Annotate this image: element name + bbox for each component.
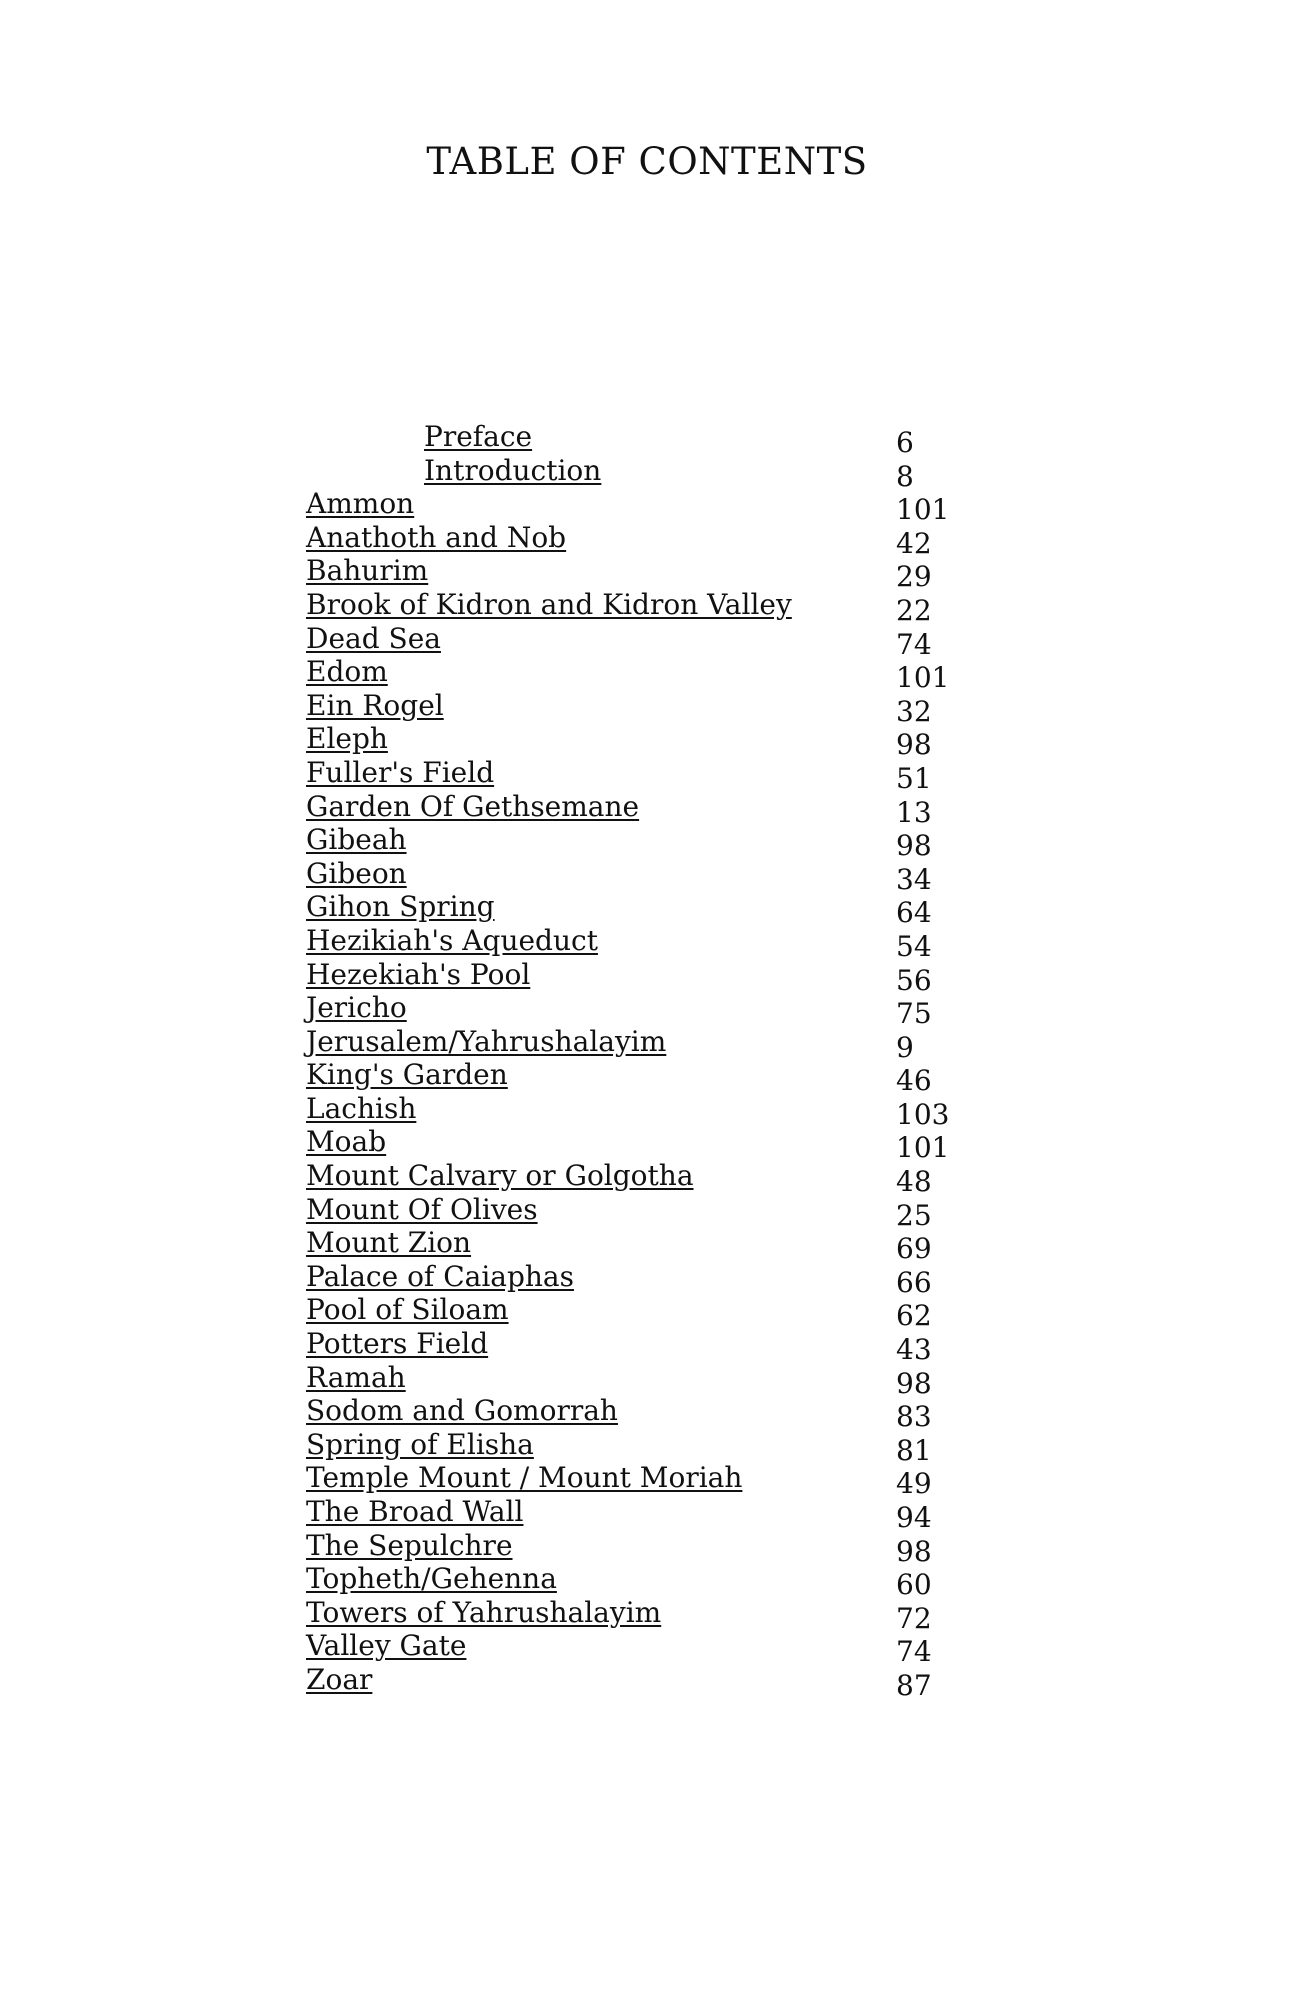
- toc-entry-link[interactable]: Bahurim: [306, 554, 429, 588]
- toc-entry: [0, 890, 1294, 930]
- toc-entry: [0, 1024, 1294, 1064]
- toc-entry: [0, 655, 1294, 695]
- toc-entry: [0, 1192, 1294, 1232]
- toc-entry-link[interactable]: Dead Sea: [306, 621, 441, 655]
- toc-entry-link[interactable]: Spring of Elisha: [306, 1427, 534, 1461]
- toc-entry: [0, 1427, 1294, 1467]
- toc-page-number: 74: [896, 1635, 932, 1669]
- toc-entry-link[interactable]: The Sepulchre: [306, 1528, 513, 1562]
- toc-entry: [0, 1259, 1294, 1299]
- toc-entry: [0, 991, 1294, 1031]
- toc-page-number: 72: [896, 1601, 932, 1635]
- toc-entry: [0, 1226, 1294, 1266]
- toc-entry-link[interactable]: Gibeon: [306, 856, 407, 890]
- toc-page-number: 101: [896, 661, 950, 695]
- toc-entry: [0, 621, 1294, 661]
- toc-entry-link[interactable]: Sodom and Gomorrah: [306, 1394, 618, 1428]
- toc-entry: [0, 755, 1294, 795]
- toc-page-number: 98: [896, 728, 932, 762]
- toc-page-number: 8: [896, 459, 914, 493]
- toc-page-number: 75: [896, 997, 932, 1031]
- toc-page-number: 34: [896, 862, 932, 896]
- toc-entry-link[interactable]: Edom: [306, 655, 388, 689]
- toc-page-number: 62: [896, 1299, 932, 1333]
- toc-entry-link[interactable]: Gihon Spring: [306, 890, 495, 924]
- toc-entry: [0, 1394, 1294, 1434]
- toc-entry: [0, 1293, 1294, 1333]
- toc-entry: [0, 1495, 1294, 1534]
- toc-entry: [0, 487, 1294, 527]
- toc-entry-link[interactable]: Garden Of Gethsemane: [306, 789, 640, 823]
- toc-page-number: 94: [896, 1501, 932, 1534]
- toc-entry-link[interactable]: Zoar: [306, 1662, 373, 1696]
- toc-page-number: 98: [896, 1366, 932, 1400]
- toc-entry-link[interactable]: Brook of Kidron and Kidron Valley: [306, 587, 792, 621]
- toc-entry-link[interactable]: Anathoth and Nob: [306, 520, 567, 554]
- toc-entry-link[interactable]: Ammon: [306, 487, 415, 521]
- toc-entry: [0, 1562, 1294, 1602]
- toc-entry: [0, 420, 1294, 459]
- toc-page-number: 98: [896, 1534, 932, 1568]
- toc-page-number: 29: [896, 560, 932, 594]
- toc-page-number: 32: [896, 694, 932, 728]
- toc-entry-link[interactable]: Introduction: [424, 453, 602, 487]
- toc-entry-link[interactable]: Pool of Siloam: [306, 1293, 509, 1327]
- toc-entry-link[interactable]: Eleph: [306, 722, 388, 756]
- toc-page-number: 101: [896, 493, 950, 527]
- toc-page-number: 101: [896, 1131, 950, 1165]
- toc-page-number: 103: [896, 1097, 950, 1131]
- toc-entry: [0, 1091, 1294, 1131]
- toc-page-number: 22: [896, 593, 932, 627]
- toc-page-number: 54: [896, 929, 932, 963]
- toc-entry-link[interactable]: Towers of Yahrushalayim: [306, 1595, 662, 1629]
- toc-page-number: 98: [896, 829, 932, 863]
- table-of-contents-list: [0, 420, 1294, 1702]
- toc-entry-link[interactable]: Ein Rogel: [306, 688, 444, 722]
- toc-page-number: 74: [896, 627, 932, 661]
- toc-entry-link[interactable]: Temple Mount / Mount Moriah: [306, 1461, 743, 1495]
- toc-entry-link[interactable]: Moab: [306, 1125, 387, 1159]
- toc-entry-link[interactable]: Jericho: [306, 991, 407, 1025]
- toc-entry-link[interactable]: Gibeah: [306, 823, 407, 857]
- toc-entry: [0, 856, 1294, 896]
- toc-entry: [0, 823, 1294, 863]
- toc-entry-link[interactable]: Valley Gate: [306, 1629, 467, 1663]
- toc-page-number: 64: [896, 896, 932, 930]
- toc-page-number: 13: [896, 795, 932, 829]
- toc-page-number: 49: [896, 1467, 932, 1501]
- toc-entry-link[interactable]: Jerusalem/Yahrushalayim: [306, 1024, 667, 1058]
- toc-page-number: 25: [896, 1198, 932, 1232]
- toc-entry-link[interactable]: Potters Field: [306, 1327, 489, 1361]
- toc-page-number: 43: [896, 1333, 932, 1367]
- toc-entry: [0, 722, 1294, 762]
- toc-entry: [0, 1461, 1294, 1501]
- toc-entry: [0, 923, 1294, 963]
- toc-page-number: 48: [896, 1165, 932, 1199]
- toc-entry-link[interactable]: Ramah: [306, 1360, 406, 1394]
- toc-page-number: 9: [896, 1030, 914, 1064]
- toc-entry: [0, 520, 1294, 560]
- toc-page-number: 6: [896, 426, 914, 459]
- toc-page-number: 56: [896, 963, 932, 997]
- toc-entry: [0, 1629, 1294, 1669]
- toc-entry-link[interactable]: Mount Zion: [306, 1226, 472, 1260]
- toc-entry-link[interactable]: Mount Of Olives: [306, 1192, 538, 1226]
- toc-entry-link[interactable]: Hezikiah's Aqueduct: [306, 923, 598, 957]
- toc-entry: [0, 957, 1294, 997]
- toc-entry-link[interactable]: Lachish: [306, 1091, 417, 1125]
- toc-page-number: 87: [896, 1668, 932, 1702]
- toc-entry-link[interactable]: Fuller's Field: [306, 755, 495, 789]
- toc-page-number: 83: [896, 1400, 932, 1434]
- toc-entry: [0, 688, 1294, 728]
- toc-page-number: 51: [896, 761, 932, 795]
- toc-entry: [0, 1528, 1294, 1568]
- toc-page-number: 81: [896, 1433, 932, 1467]
- toc-entry-link[interactable]: The Broad Wall: [306, 1495, 524, 1528]
- toc-entry-link[interactable]: Palace of Caiaphas: [306, 1259, 574, 1293]
- toc-entry: [0, 453, 1294, 493]
- toc-page-number: 69: [896, 1232, 932, 1266]
- toc-entry: [0, 1360, 1294, 1400]
- toc-page-number: 60: [896, 1568, 932, 1602]
- toc-page-number: 42: [896, 526, 932, 560]
- toc-entry: [0, 1058, 1294, 1098]
- toc-page-number: 66: [896, 1265, 932, 1299]
- toc-entry-link[interactable]: Topheth/Gehenna: [306, 1562, 557, 1596]
- toc-entry: [0, 1159, 1294, 1199]
- toc-entry: [0, 1662, 1294, 1702]
- page-title: TABLE OF CONTENTS: [426, 140, 868, 183]
- toc-entry: [0, 789, 1294, 829]
- toc-entry: [0, 1595, 1294, 1635]
- toc-entry-link[interactable]: Hezekiah's Pool: [306, 957, 531, 991]
- toc-entry: [0, 1327, 1294, 1367]
- toc-entry: [0, 587, 1294, 627]
- toc-entry: [0, 1125, 1294, 1165]
- toc-page-number: 46: [896, 1064, 932, 1098]
- toc-entry: [0, 554, 1294, 594]
- toc-entry-link[interactable]: Preface: [424, 420, 533, 453]
- toc-entry-link[interactable]: Mount Calvary or Golgotha: [306, 1159, 694, 1193]
- toc-entry-link[interactable]: King's Garden: [306, 1058, 508, 1092]
